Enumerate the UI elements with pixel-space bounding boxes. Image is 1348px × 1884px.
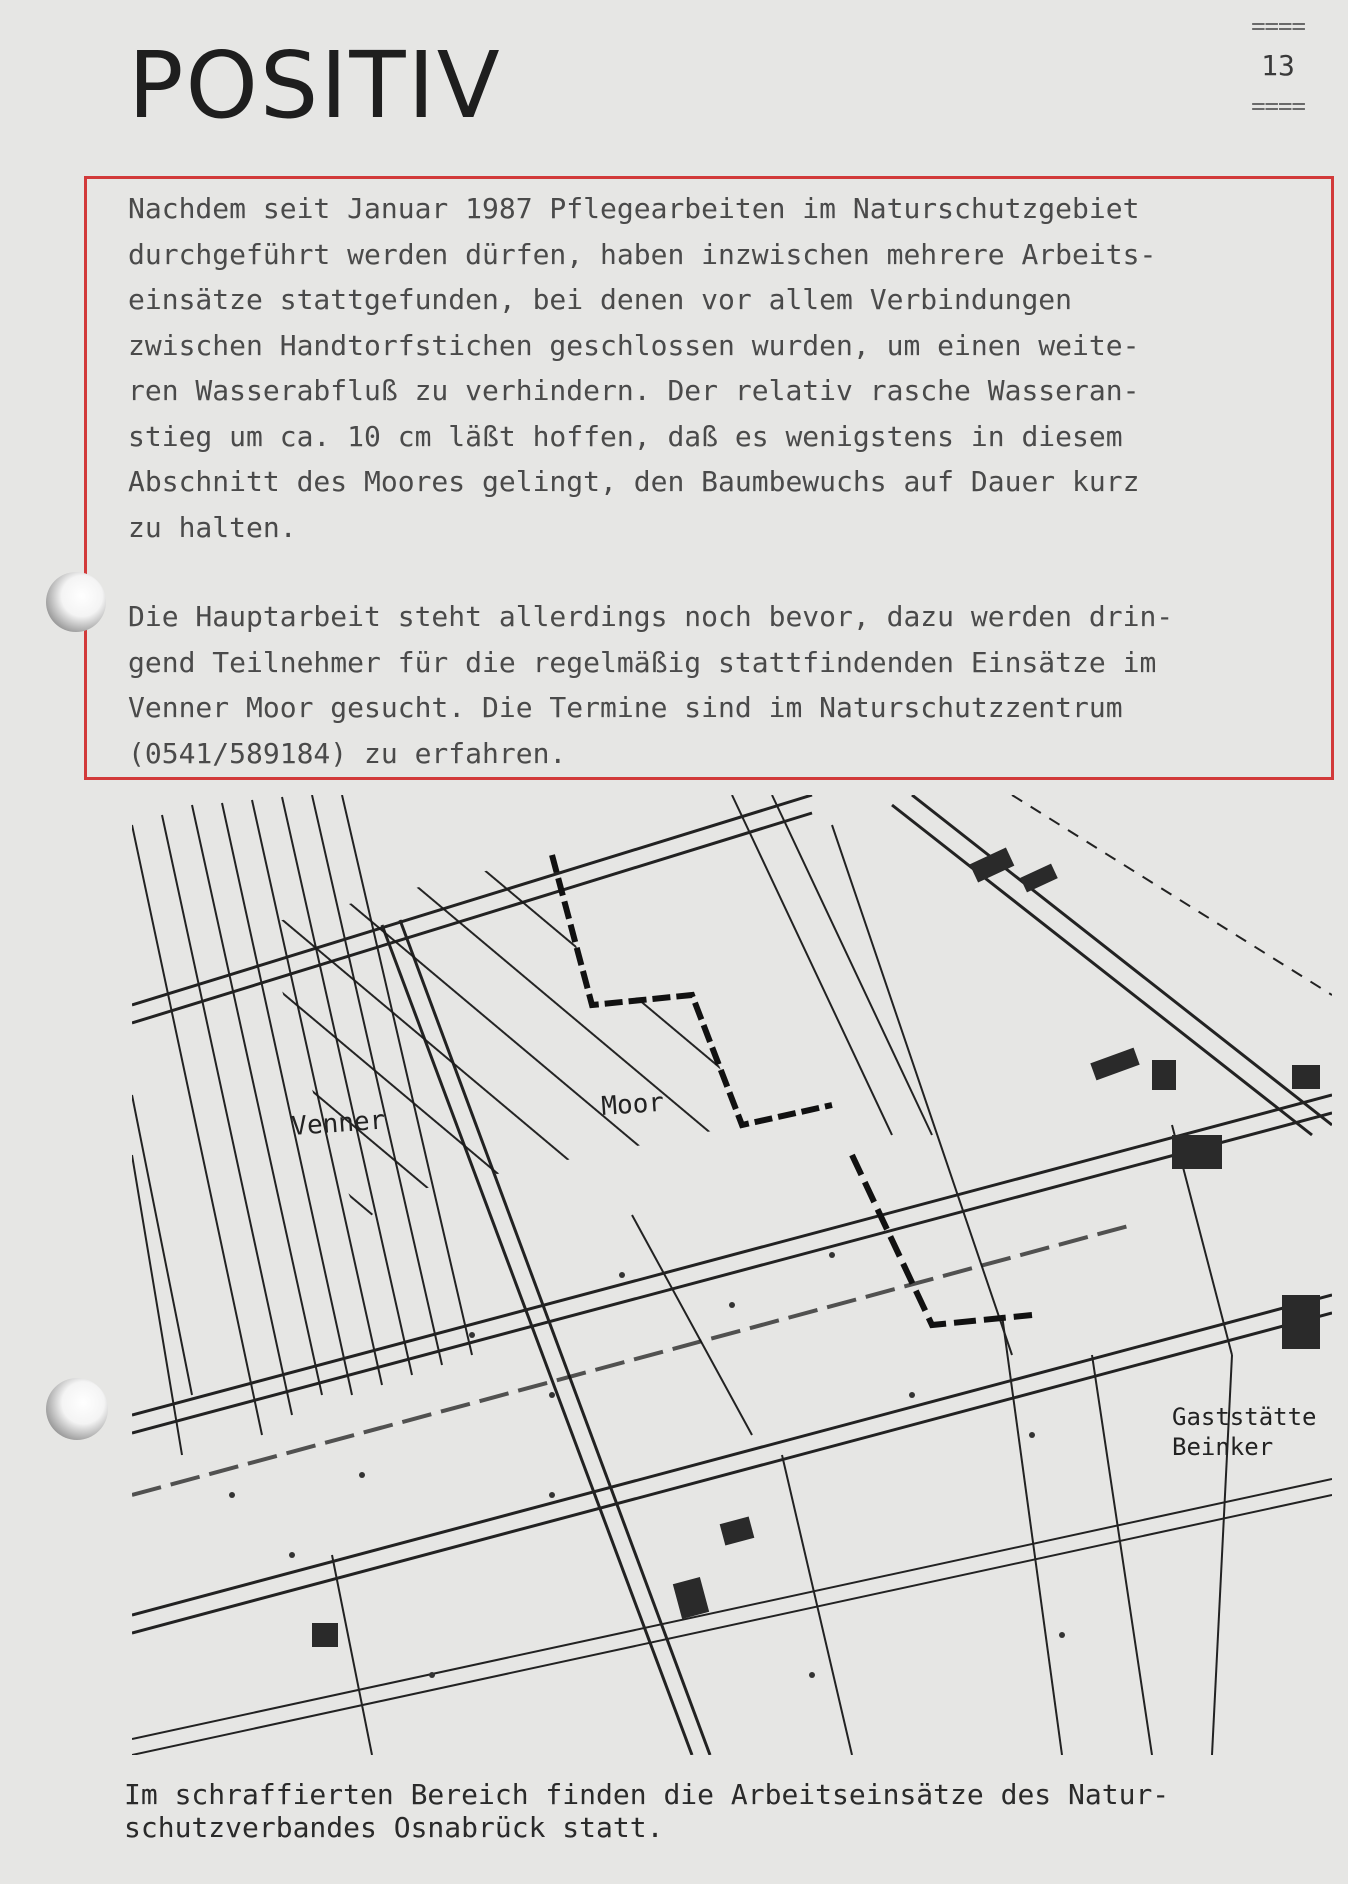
map-label-beinker: Beinker xyxy=(1172,1433,1274,1461)
site-map xyxy=(132,795,1332,1755)
paragraph-2: Die Hauptarbeit steht allerdings noch bevor, dazu werden drin- gend Teilnehmer für die regelmäßig stattfindenden Einsätze im Venner Moor gesucht. Die Termine sind im Naturschutzzentrum (0541/589184) zu erfahren. xyxy=(128,600,1174,770)
map-caption: Im schraffierten Bereich finden die Arbeitseinsätze des Natur- schutzverbandes Osnabrück statt. xyxy=(124,1778,1170,1844)
page-number-rule-bottom: ==== xyxy=(1251,92,1305,120)
page-number-rule-top: ==== xyxy=(1251,12,1305,40)
map-label-moor: Moor xyxy=(600,1087,665,1122)
map-label-venner: Venner xyxy=(290,1105,387,1142)
page-number: 13 xyxy=(1261,49,1295,82)
paragraph-1: Nachdem seit Januar 1987 Pflegearbeiten im Naturschutzgebiet durchgeführt werden dürfen, haben inzwischen mehrere Arbeits- einsätze stattgefunden, bei denen vor allem Verbindungen zwischen Handtorfstichen geschlossen wurden, um einen weite- ren Wasserabfluß zu verhindern. Der relativ rasche Wasseran- stieg um ca. 10 cm läßt hoffen, daß es wenigstens in diesem Abschnitt des Moores gelingt, den Baumbewuchs auf Dauer kurz zu halten. xyxy=(128,192,1157,544)
page-number-block xyxy=(1228,14,1328,118)
punch-hole-icon xyxy=(46,572,106,632)
map-label-gaststaette: Gaststätte xyxy=(1172,1403,1317,1431)
page-heading: POSITIV xyxy=(128,32,502,139)
punch-hole-icon xyxy=(46,1378,108,1440)
